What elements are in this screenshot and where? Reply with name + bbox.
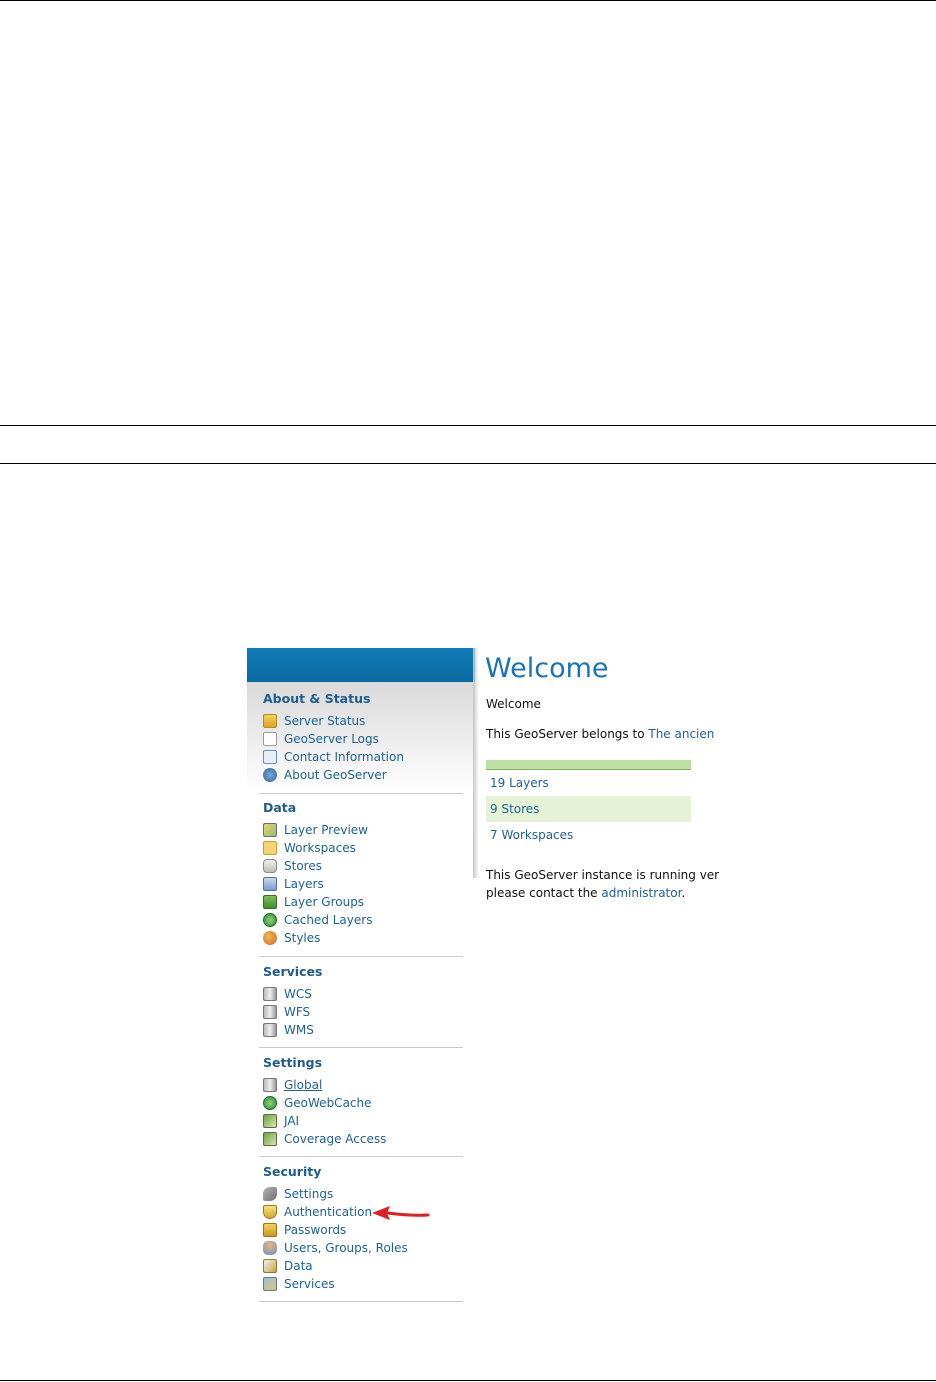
data-security-icon — [263, 1259, 277, 1273]
sidebar-item-about-geoserver[interactable] — [263, 766, 463, 784]
warning-icon — [263, 714, 277, 728]
sidebar-item-label: Layers — [284, 877, 324, 891]
sidebar-item-label: Styles — [284, 931, 321, 945]
sidebar-item-geowebcache[interactable] — [263, 1094, 463, 1112]
shield-icon — [263, 1205, 277, 1219]
server-icon — [263, 1023, 277, 1037]
sidebar-item-cached-layers[interactable] — [263, 911, 463, 929]
sidebar-item-label: WMS — [284, 1023, 314, 1037]
sidebar-item-label: Cached Layers — [284, 913, 373, 927]
map-icon — [263, 823, 277, 837]
section-title: Security — [263, 1164, 322, 1179]
page-bottom-rule — [0, 1380, 936, 1381]
info-icon — [263, 768, 277, 782]
sidebar-item-layer-groups[interactable] — [263, 893, 463, 911]
sidebar-item-label: Settings — [284, 1187, 334, 1201]
sidebar — [247, 648, 475, 1308]
section-security — [263, 1163, 463, 1293]
sidebar-item-wfs[interactable] — [263, 1003, 463, 1021]
services-security-icon — [263, 1277, 277, 1291]
sidebar-item-styles[interactable] — [263, 929, 463, 947]
globe-icon — [263, 913, 277, 927]
server-icon — [263, 987, 277, 1001]
welcome-subtitle: Welcome — [486, 697, 541, 711]
sidebar-item-workspaces[interactable] — [263, 839, 463, 857]
globe-icon — [263, 1096, 277, 1110]
sidebar-item-label: About GeoServer — [284, 768, 387, 782]
database-icon — [263, 859, 277, 873]
document-icon — [263, 732, 277, 746]
contact-card-icon — [263, 750, 277, 764]
sidebar-item-layers[interactable] — [263, 875, 463, 893]
geoserver-screenshot — [247, 648, 720, 1308]
sidebar-item-label: Layer Preview — [284, 823, 368, 837]
sidebar-header — [247, 648, 475, 682]
sidebar-item-label: GeoWebCache — [284, 1096, 372, 1110]
sidebar-item-global[interactable] — [263, 1076, 463, 1094]
contact-line — [486, 886, 685, 900]
sidebar-item-label: Workspaces — [284, 841, 356, 855]
sidebar-item-label: Users, Groups, Roles — [284, 1241, 408, 1255]
sidebar-item-services-security[interactable] — [263, 1275, 463, 1293]
page-top-rule — [0, 0, 936, 1]
sidebar-item-label: Data — [284, 1259, 313, 1273]
sidebar-item-label: WCS — [284, 987, 312, 1001]
summary-stores-link[interactable]: 9 Stores — [486, 796, 691, 822]
sidebar-item-label: Services — [284, 1277, 335, 1291]
section-title: Services — [263, 964, 323, 979]
belongs-line — [486, 727, 714, 741]
page-title: Welcome — [485, 653, 609, 684]
sidebar-item-jai[interactable] — [263, 1112, 463, 1130]
section-title: About & Status — [263, 691, 371, 706]
section-title: Settings — [263, 1055, 323, 1070]
section-divider — [259, 956, 463, 957]
sidebar-item-security-settings[interactable] — [263, 1185, 463, 1203]
server-icon — [263, 1005, 277, 1019]
sidebar-item-label: Contact Information — [284, 750, 404, 764]
sidebar-item-contact-information[interactable] — [263, 748, 463, 766]
sidebar-item-data-security[interactable] — [263, 1257, 463, 1275]
sidebar-item-authentication[interactable] — [263, 1203, 463, 1221]
organization-link[interactable]: The ancien — [648, 727, 715, 741]
sidebar-item-label: Coverage Access — [284, 1132, 387, 1146]
sidebar-item-geoserver-logs[interactable] — [263, 730, 463, 748]
sidebar-item-label: Layer Groups — [284, 895, 365, 909]
sidebar-item-label: Global — [284, 1078, 323, 1092]
wrench-icon — [263, 1187, 277, 1201]
layer-icon — [263, 877, 277, 891]
lock-icon — [263, 1223, 277, 1237]
sidebar-item-label: GeoServer Logs — [284, 732, 379, 746]
folder-icon — [263, 841, 277, 855]
sidebar-item-wms[interactable] — [263, 1021, 463, 1039]
sidebar-item-label: JAI — [284, 1114, 300, 1128]
sidebar-item-passwords[interactable] — [263, 1221, 463, 1239]
contact-suffix: . — [681, 886, 686, 900]
section-services — [263, 963, 463, 1039]
section-divider — [259, 1301, 463, 1302]
image-icon — [263, 1114, 277, 1128]
belongs-prefix: This GeoServer belongs to — [486, 727, 649, 741]
sidebar-item-server-status[interactable] — [263, 712, 463, 730]
sidebar-item-stores[interactable] — [263, 857, 463, 875]
main-content — [479, 648, 720, 1308]
administrator-link[interactable]: administrator — [601, 886, 682, 900]
server-icon — [263, 1078, 277, 1092]
page-rule-1 — [0, 425, 936, 426]
section-data — [263, 799, 463, 947]
section-divider — [259, 793, 463, 794]
contact-prefix: please contact the — [486, 886, 602, 900]
section-about-status — [263, 690, 463, 784]
section-settings — [263, 1054, 463, 1148]
layer-groups-icon — [263, 895, 277, 909]
sidebar-item-label: WFS — [284, 1005, 311, 1019]
page-rule-2 — [0, 463, 936, 464]
users-icon — [263, 1241, 277, 1255]
image-icon — [263, 1132, 277, 1146]
sidebar-item-users-groups-roles[interactable] — [263, 1239, 463, 1257]
summary-table — [486, 760, 691, 848]
sidebar-item-label: Passwords — [284, 1223, 347, 1237]
summary-layers-link[interactable]: 19 Layers — [490, 776, 549, 790]
section-divider — [259, 1156, 463, 1157]
section-title: Data — [263, 800, 297, 815]
running-text: This GeoServer instance is running ver — [486, 868, 720, 882]
sidebar-item-label: Stores — [284, 859, 322, 873]
sidebar-item-coverage-access[interactable] — [263, 1130, 463, 1148]
sidebar-item-wcs[interactable] — [263, 985, 463, 1003]
summary-workspaces-link[interactable]: 7 Workspaces — [490, 828, 574, 842]
sidebar-item-label: Server Status — [284, 714, 366, 728]
sidebar-item-label: Authentication — [284, 1205, 373, 1219]
palette-icon — [263, 931, 277, 945]
sidebar-item-layer-preview[interactable] — [263, 821, 463, 839]
section-divider — [259, 1047, 463, 1048]
summary-table-header — [486, 760, 691, 770]
red-arrow-annotation — [370, 1203, 430, 1223]
